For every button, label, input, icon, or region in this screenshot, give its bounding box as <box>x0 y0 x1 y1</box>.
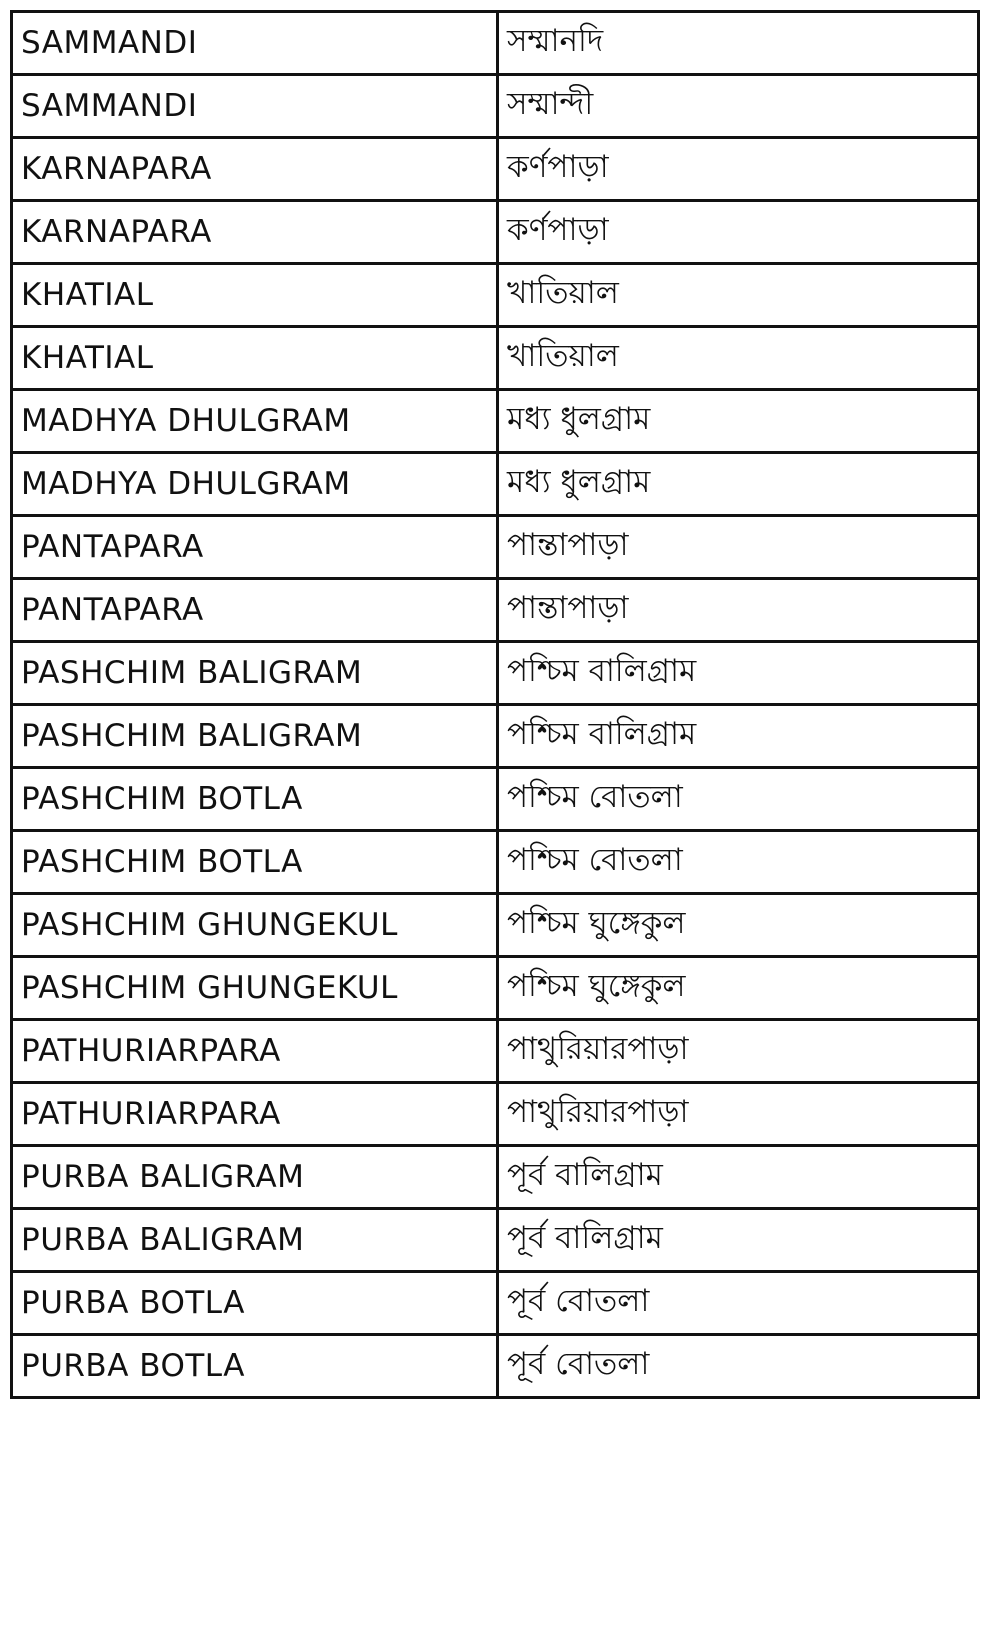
english-name-cell: SAMMANDI <box>12 75 498 138</box>
english-name-cell: PANTAPARA <box>12 516 498 579</box>
english-name-cell: KHATIAL <box>12 327 498 390</box>
bengali-name-cell: সম্মান্দী <box>498 75 979 138</box>
english-name-cell: KARNAPARA <box>12 201 498 264</box>
english-name-cell: KARNAPARA <box>12 138 498 201</box>
bengali-name-cell: পাথুরিয়ারপাড়া <box>498 1020 979 1083</box>
english-name-cell: PATHURIARPARA <box>12 1083 498 1146</box>
table-row <box>12 1020 979 1083</box>
bengali-name-cell: পূর্ব বালিগ্রাম <box>498 1209 979 1272</box>
bengali-name-cell: পশ্চিম বালিগ্রাম <box>498 642 979 705</box>
bengali-name-cell: পশ্চিম ঘুঙ্গেকুল <box>498 894 979 957</box>
bengali-name-cell: খাতিয়াল <box>498 327 979 390</box>
table-row <box>12 1083 979 1146</box>
table-row <box>12 327 979 390</box>
english-name-cell: PURBA BOTLA <box>12 1335 498 1398</box>
english-name-cell: PURBA BOTLA <box>12 1272 498 1335</box>
table-row <box>12 1272 979 1335</box>
bengali-name-cell: পশ্চিম বালিগ্রাম <box>498 705 979 768</box>
english-name-cell: KHATIAL <box>12 264 498 327</box>
table-row <box>12 705 979 768</box>
table-row <box>12 1146 979 1209</box>
bengali-name-cell: কর্ণপাড়া <box>498 201 979 264</box>
table-row <box>12 516 979 579</box>
bengali-name-cell: পশ্চিম বোতলা <box>498 831 979 894</box>
bengali-name-cell: খাতিয়াল <box>498 264 979 327</box>
table-row <box>12 768 979 831</box>
english-name-cell: PURBA BALIGRAM <box>12 1209 498 1272</box>
english-name-cell: PATHURIARPARA <box>12 1020 498 1083</box>
table-row <box>12 1335 979 1398</box>
table-row <box>12 831 979 894</box>
table-row <box>12 957 979 1020</box>
bengali-name-cell: মধ্য ধুলগ্রাম <box>498 390 979 453</box>
english-name-cell: PASHCHIM BOTLA <box>12 768 498 831</box>
bengali-name-cell: পূর্ব বোতলা <box>498 1272 979 1335</box>
bengali-name-cell: মধ্য ধুলগ্রাম <box>498 453 979 516</box>
bengali-name-cell: পূর্ব বোতলা <box>498 1335 979 1398</box>
table-row <box>12 12 979 75</box>
bengali-name-cell: পূর্ব বালিগ্রাম <box>498 1146 979 1209</box>
english-name-cell: MADHYA DHULGRAM <box>12 390 498 453</box>
table-row <box>12 579 979 642</box>
bengali-name-cell: পশ্চিম বোতলা <box>498 768 979 831</box>
bengali-name-cell: পান্তাপাড়া <box>498 516 979 579</box>
english-name-cell: PASHCHIM BALIGRAM <box>12 642 498 705</box>
table-row <box>12 75 979 138</box>
table-row <box>12 894 979 957</box>
english-name-cell: PANTAPARA <box>12 579 498 642</box>
place-name-table-container <box>10 10 977 1399</box>
english-name-cell: PASHCHIM BALIGRAM <box>12 705 498 768</box>
place-name-table <box>10 10 980 1399</box>
table-row <box>12 453 979 516</box>
english-name-cell: PASHCHIM GHUNGEKUL <box>12 894 498 957</box>
table-row <box>12 642 979 705</box>
bengali-name-cell: সম্মানদি <box>498 12 979 75</box>
table-row <box>12 1209 979 1272</box>
table-row <box>12 138 979 201</box>
bengali-name-cell: পান্তাপাড়া <box>498 579 979 642</box>
english-name-cell: PASHCHIM GHUNGEKUL <box>12 957 498 1020</box>
english-name-cell: MADHYA DHULGRAM <box>12 453 498 516</box>
english-name-cell: SAMMANDI <box>12 12 498 75</box>
table-row <box>12 390 979 453</box>
bengali-name-cell: পশ্চিম ঘুঙ্গেকুল <box>498 957 979 1020</box>
english-name-cell: PASHCHIM BOTLA <box>12 831 498 894</box>
bengali-name-cell: পাথুরিয়ারপাড়া <box>498 1083 979 1146</box>
table-row <box>12 201 979 264</box>
english-name-cell: PURBA BALIGRAM <box>12 1146 498 1209</box>
bengali-name-cell: কর্ণপাড়া <box>498 138 979 201</box>
table-row <box>12 264 979 327</box>
